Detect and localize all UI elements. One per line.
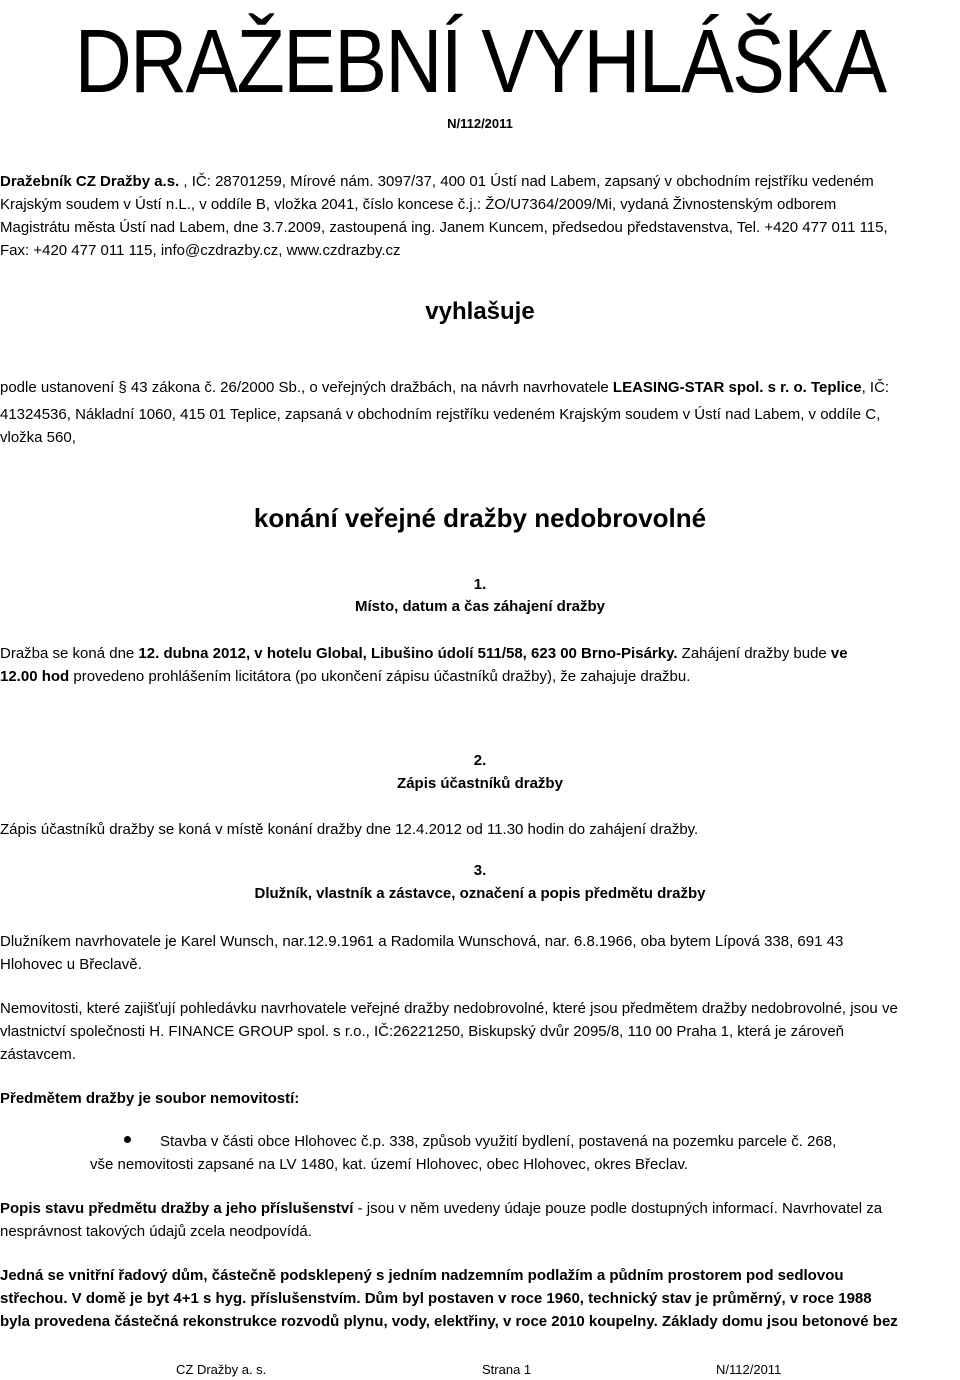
auction-type-heading: konání veřejné dražby nedobrovolné xyxy=(253,503,707,533)
section-2-number: 2. xyxy=(473,752,487,769)
section-3-number: 3. xyxy=(473,862,487,879)
intro-line-2: 41324536, Nákladní 1060, 415 01 Teplice, zapsaná v obchodním rejstříku vedeném Krajským soudem v Ústí nad Labem, v oddíle C, xyxy=(0,406,881,423)
description-line-1: Jedná se vnitřní řadový dům, částečně podsklepený s jedním nadzemním podlažím a půdním prostorem pod sedlovou xyxy=(0,1267,844,1284)
subject-heading: Předmětem dražby je soubor nemovitostí: xyxy=(0,1090,300,1107)
section-1-line-2: 12.00 hod provedeno prohlášením licitátora (po ukončení zápisu účastníků dražby), že zahajuje dražbu. xyxy=(0,668,691,685)
section-3-title: Dlužník, vlastník a zástavce, označení a popis předmětu dražby xyxy=(254,885,706,902)
section-1-line-1: Dražba se koná dne 12. dubna 2012, v hotelu Global, Libušino údolí 511/58, 623 00 Brno-Pisárky. Zahájení dražby bude ve xyxy=(0,645,848,662)
auctioneer-name: Dražebník CZ Dražby a.s. xyxy=(0,173,180,190)
auctioneer-line-1: Dražebník CZ Dražby a.s. , IČ: 28701259, Mírové nám. 3097/37, 400 01 Ústí nad Labem, zapsaný v obchodním rejstříku vedeném xyxy=(0,173,874,190)
property-line-1: Nemovitosti, které zajišťují pohledávku navrhovatele veřejné dražby nedobrovolné, které jsou předmětem dražby nedobrovolné, jsou ve xyxy=(0,1000,898,1017)
state-line-1: Popis stavu předmětu dražby a jeho příslušenství - jsou v něm uvedeny údaje pouze podle dostupných informací. Navrhovatel za xyxy=(0,1200,883,1217)
section-1-title: Místo, datum a čas záhajení dražby xyxy=(354,598,606,615)
property-line-2: vlastnictví společnosti H. FINANCE GROUP spol. s r.o., IČ:26221250, Biskupský dvůr 2095/8, 110 00 Praha 1, která je zároveň xyxy=(0,1023,845,1040)
description-line-2: střechou. V domě je byt 4+1 s hyg. příslušenstvím. Dům byl postaven v roce 1960, technický stav je průměrný, v roce 1988 xyxy=(0,1290,872,1307)
section-1-number: 1. xyxy=(473,576,487,593)
bullet-line-1: Stavba v části obce Hlohovec č.p. 338, způsob využití bydlení, postavená na pozemku parcele č. 268, xyxy=(160,1133,837,1150)
document-title: DRAŽEBNÍ VYHLÁŠKA xyxy=(74,12,886,112)
property-line-3: zástavcem. xyxy=(0,1046,76,1063)
reference-number: N/112/2011 xyxy=(447,116,513,131)
footer-company: CZ Dražby a. s. xyxy=(176,1362,267,1377)
bullet-icon xyxy=(124,1136,131,1143)
section-2-text: Zápis účastníků dražby se koná v místě konání dražby dne 12.4.2012 od 11.30 hodin do zahájení dražby. xyxy=(0,821,699,838)
debtor-line-1: Dlužníkem navrhovatele je Karel Wunsch, nar.12.9.1961 a Radomila Wunschová, nar. 6.8.1966, oba bytem Lípová 338, 691 43 xyxy=(0,933,844,950)
section-2-title: Zápis účastníků dražby xyxy=(397,775,563,792)
intro-line-1: podle ustanovení § 43 zákona č. 26/2000 Sb., o veřejných dražbách, na návrh navrhovatele LEASING-STAR spol. s r. o. Teplice, IČ: xyxy=(0,379,890,396)
intro-line-3: vložka 560, xyxy=(0,429,76,446)
bullet-line-2: vše nemovitosti zapsané na LV 1480, kat. území Hlohovec, obec Hlohovec, okres Břeclav. xyxy=(90,1156,689,1173)
state-line-2: nesprávnost takových údajů zcela neodpovídá. xyxy=(0,1223,312,1240)
debtor-line-2: Hlohovec u Břeclavě. xyxy=(0,956,142,973)
auctioneer-line-2: Krajským soudem v Ústí n.L., v oddíle B, vložka 2041, číslo koncese č.j.: ŽO/U7364/2009/Mi, vydaná Živnostenským odborem xyxy=(0,196,837,213)
auctioneer-line-3: Magistrátu města Ústí nad Labem, dne 3.7.2009, zastoupená ing. Janem Kuncem, předsedou představenstva, Tel. +420 477 011 115, xyxy=(0,219,888,236)
petitioner-name: LEASING-STAR spol. s r. o. Teplice xyxy=(612,379,862,396)
description-line-3: byla provedena částečná rekonstrukce rozvodů plynu, vody, elektřiny, v roce 2010 koupelny. Základy domu jsou betonové bez xyxy=(0,1313,898,1330)
footer-page-number: Strana 1 xyxy=(482,1362,532,1377)
footer-reference: N/112/2011 xyxy=(716,1362,782,1377)
auctioneer-line-4: Fax: +420 477 011 115, info@czdrazby.cz, www.czdrazby.cz xyxy=(0,242,401,259)
announces-heading: vyhlašuje xyxy=(425,298,535,325)
